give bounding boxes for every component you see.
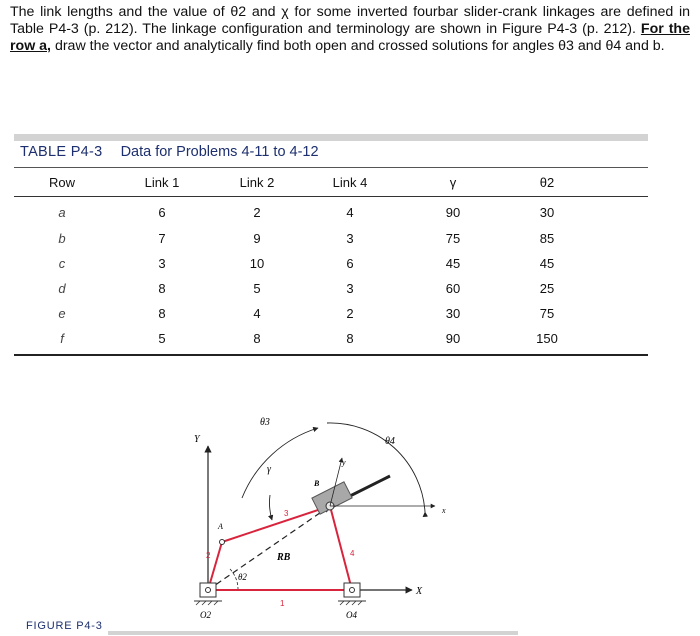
label-x-axis: X: [416, 586, 423, 597]
table-cell: 4: [253, 306, 261, 321]
table-cell: 6: [158, 205, 166, 220]
label-link-3: 3: [284, 509, 289, 518]
header-gamma: γ: [449, 175, 457, 190]
problem-statement: [10, 4, 690, 55]
figure-caption: FIGURE P4-3: [26, 620, 103, 632]
table-cell: 90: [445, 205, 461, 220]
problem-text-1: The link lengths and the value of θ2 and χ for some inverted fourbar slider-crank linkages are defined in Table P4-3 (p. 212). The linkage configuration and terminology are shown in Figure P4-3 (p. 212).: [10, 4, 690, 37]
header-link1: Link 1: [144, 175, 180, 190]
table-cell: 5: [158, 331, 166, 346]
table-rule-top: [14, 167, 648, 168]
label-link-1: 1: [280, 599, 285, 608]
problem-text-2: draw the vector and analytically find both open and crossed solutions for angles θ3 and θ4 and b.: [51, 38, 665, 54]
row-label: b: [58, 231, 66, 246]
row-label: d: [58, 281, 66, 296]
label-theta3: θ3: [260, 417, 270, 428]
label-o2: O2: [200, 610, 211, 620]
link-3: [222, 506, 330, 542]
label-link-4: 4: [350, 549, 355, 558]
table-cell: 2: [253, 205, 261, 220]
table-cell: 2: [346, 306, 354, 321]
table-cell: 45: [445, 256, 461, 271]
label-gamma: γ: [267, 464, 271, 475]
row-label: a: [58, 205, 66, 220]
problem-row-emphasis: For the row a,: [10, 21, 690, 54]
table-cell: 7: [158, 231, 166, 246]
table-cell: 4: [346, 205, 354, 220]
label-y-axis: Y: [194, 434, 200, 445]
table-cell: 3: [346, 231, 354, 246]
table-cell: 85: [539, 231, 555, 246]
table-cell: 25: [539, 281, 555, 296]
table-cell: 8: [346, 331, 354, 346]
table-cell: 90: [445, 331, 461, 346]
ground-pivot-o2: [194, 583, 222, 605]
linkage-diagram: [180, 398, 470, 626]
table-cell: 60: [445, 281, 461, 296]
table-label: TABLE P4-3: [20, 144, 103, 160]
label-point-b: B: [314, 479, 320, 488]
table-cell: 75: [539, 306, 555, 321]
table-cell: 9: [253, 231, 261, 246]
link-4: [330, 506, 352, 590]
header-link4: Link 4: [332, 175, 368, 190]
table-title: [20, 144, 319, 160]
table-cell: 45: [539, 256, 555, 271]
pin-a: [220, 540, 225, 545]
row-label: e: [58, 306, 66, 321]
table-rule-header: [14, 196, 648, 197]
header-theta2: θ2: [539, 175, 555, 190]
table-cell: 150: [536, 331, 558, 346]
header-row: Row: [48, 175, 76, 190]
theta3-arc: [242, 428, 318, 498]
table-cell: 10: [249, 256, 265, 271]
label-link-2: 2: [206, 551, 211, 560]
row-label: c: [58, 256, 66, 271]
ground-pivot-o4: [338, 583, 366, 605]
table-cell: 3: [346, 281, 354, 296]
table-cell: 5: [253, 281, 261, 296]
table-cell: 8: [253, 331, 261, 346]
label-point-a: A: [218, 522, 223, 531]
table-caption: Data for Problems 4-11 to 4-12: [120, 144, 319, 160]
label-rb: RB: [277, 552, 291, 563]
label-local-y: y: [342, 458, 346, 467]
table-cell: 6: [346, 256, 354, 271]
table-cell: 30: [445, 306, 461, 321]
gamma-arc: [269, 495, 272, 520]
table-cell: 75: [445, 231, 461, 246]
header-link2: Link 2: [239, 175, 275, 190]
label-local-x: x: [442, 506, 446, 515]
label-o4: O4: [346, 610, 357, 620]
label-theta2: θ2: [238, 572, 247, 582]
table-rule-bottom: [14, 354, 648, 356]
figure-caption-bar: [108, 631, 518, 635]
label-theta4: θ4: [385, 436, 395, 447]
table-cell: 3: [158, 256, 166, 271]
table-cell: 8: [158, 306, 166, 321]
table-cell: 30: [539, 205, 555, 220]
table-cell: 8: [158, 281, 166, 296]
row-label: f: [60, 331, 64, 346]
rb-vector: [208, 506, 330, 590]
table-top-bar: [14, 134, 648, 141]
